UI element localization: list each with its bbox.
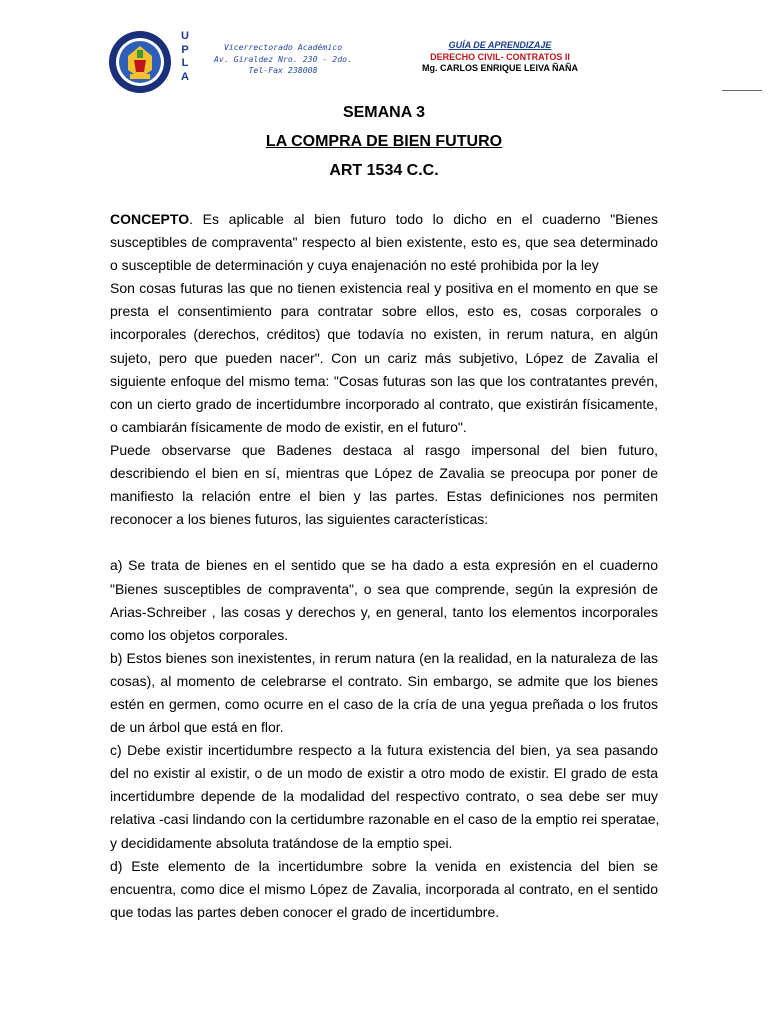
paragraph-line: reconocer a los bienes futuros, las siguientes características: [110,511,489,528]
paragraph-line: Puede observarse que Badenes destaca al rasgo impersonal del bien futuro, [110,441,658,458]
paragraph-line: incertidumbre depende de la modalidad del respectivo contrato, o sea debe ser muy [110,788,658,805]
paragraph-line: describiendo el bien en sí, mientras que López de Zavalia se preocupa por poner de [110,465,658,482]
paragraph-line: encuentra, como dice el mismo López de Zavalia, incorporada al contrato, en el sentido [110,880,658,897]
paragraph-line: incorporales (derechos, créditos) que todavía no existen, in rerum natura, en algún [110,326,658,343]
vicerrectorado-info [198,42,368,77]
concepto-text: . Es aplicable al bien futuro todo lo dicho en el cuaderno "Bienes [189,211,658,227]
upla-letter: U [181,30,189,42]
paragraph-line: con un cierto grado de incertidumbre incorporado al contrato, que existirán físicamente, [110,395,658,412]
paragraph-line: a) Se trata de bienes en el sentido que se ha dado a esta expresión en el cuaderno [110,557,658,574]
paragraph-line: presta el consentimiento para contratar sobre ellos, esto es, cosas corporales o [110,303,658,320]
paragraph-line: estén en germen, como ocurre en el caso de la cría de una yegua preñada o los frutos [110,695,658,712]
document-body [110,208,658,924]
week-title: SEMANA 3 [342,104,426,121]
header-rule [722,90,762,91]
paragraph-line [110,208,658,231]
concepto-label: CONCEPTO [110,211,190,227]
main-title [0,131,768,160]
paragraph-line: o susceptible de determinación y cuya enajenación no esté prohibida por la ley [110,257,599,274]
paragraph-line: Arias-Schreiber , las cosas y derechos y, en general, tanto los elementos incorporales [110,603,658,620]
paragraph-line: del no existir al existir, o de un modo de existir a otro modo de existir. El grado de esta [110,765,658,782]
vicerrectorado-phone: Tel-Fax 238008 [248,65,318,75]
paragraph-line: cosas), al momento de celebrarse el contrato. Sin embargo, se admite que los bienes [110,672,658,689]
paragraph-line: "Bienes susceptibles de compraventa", o sea que comprende, según la expresión de [110,580,658,597]
guide-info [372,40,628,75]
paragraph-line: que todas las partes deben conocer el grado de incertidumbre. [110,903,500,920]
course-name: DERECHO CIVIL- CONTRATOS II [430,51,570,62]
paragraph-line: susceptibles de compraventa" respecto al bien existente, esto es, que sea determinado [110,234,658,251]
document-header [0,0,768,100]
paragraph-line: d) Este elemento de la incertidumbre sobre la venida en existencia del bien se [110,857,658,874]
main-title-text: LA COMPRA DE BIEN FUTURO [265,133,503,150]
paragraph-line: b) Estos bienes son inexistentes, in rerum natura (en la realidad, en la naturaleza de las [110,649,658,666]
vicerrectorado-name: Vicerrectorado Académico [223,42,343,52]
paragraph-line: y decididamente absoluta tratándose de la emptio spei. [110,834,453,851]
upla-letter: A [181,70,189,83]
paragraph-line: o cambiarán físicamente de modo de existir, en el futuro". [110,418,467,435]
vicerrectorado-address: Av. Giraldez Nro. 230 - 2do. [213,53,353,64]
paragraph-line: c) Debe existir incertidumbre respecto a la futura existencia del bien, ya sea pasando [110,742,658,759]
author-name: Mg. CARLOS ENRIQUE LEIVA ÑAÑA [421,63,578,73]
article-title: ART 1534 C.C. [329,162,439,179]
upla-letter: P [181,43,189,56]
guide-title: GUÍA DE APRENDIZAJE [448,40,552,50]
blank-line [110,531,658,554]
paragraph-line: relativa -casi lindando con la certidumbre razonable en el caso de la emptio rei speratae, [110,811,660,828]
paragraph-line: siguiente enfoque del mismo tema: "Cosas futuras son las que los contratantes prevén, [110,372,658,389]
upla-acronym [178,30,192,84]
paragraph-line: como los objetos corporales. [110,626,289,643]
paragraph-line: manifiesto la relación entre el bien y las partes. Estas definiciones nos permiten [110,488,658,505]
university-seal-icon [108,30,172,94]
paragraph-line: Son cosas futuras las que no tienen existencia real y positiva en el momento en que se [110,280,658,297]
document-titles [0,102,768,189]
paragraph-line: de un árbol que está en flor. [110,719,284,736]
paragraph-line: sujeto, pero que pueden nacer". Con un cariz más subjetivo, López de Zavalia el [110,349,658,366]
upla-letter: L [181,57,189,69]
